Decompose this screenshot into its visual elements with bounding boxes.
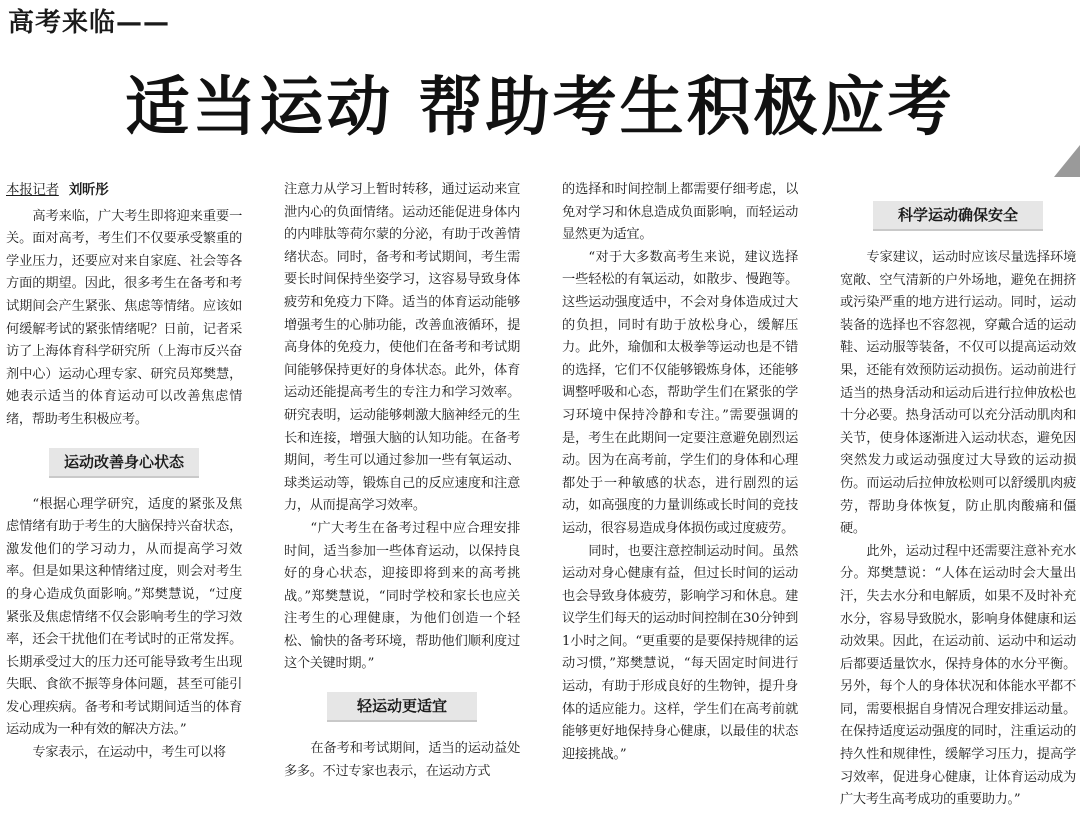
paragraph-expert-cont: 注意力从学习上暂时转移，通过运动来宣泄内心的负面情绪。运动还能促进身体内的内啡肽等荷尔蒙的分泌，有助于改善情绪状态。同时，备考和考试期间，考生需要长时间保持坐姿学习，这容易导致身体疲劳和免疫力下降。适当的体育运动能够增强考生的心肺功能，改善血液循环，提高身体的免疫力，使他们在备考和考试期间能够保持更好的身体状态。此外，体育运动还能提高考生的专注力和学习效率。研究表明，运动能够刺激大脑神经元的生长和连接，增强大脑的认知功能。在备考期间，考生可以通过参加一些有氧运动、球类运动等，锻炼自己的反应速度和注意力，从而提高学习效率。 xyxy=(284,182,520,514)
subheading-mind-body: 运动改善身心状态 xyxy=(49,448,199,478)
article-column-1 xyxy=(6,179,242,813)
article-column-2 xyxy=(284,179,520,813)
paragraph-psychology: “根据心理学研究，适度的紧张及焦虑情绪有助于考生的大脑保持兴奋状态，激发他们的学习动力，从而提高学习效率。但是如果这种情绪过度，则会对考生的身心造成负面影响。”郑樊慧说，“过度紧张及焦虑情绪不仅会影响考生的学习效率，还会干扰他们在考试时的正常发挥。长期承受过大的压力还可能导致考生出现失眠、食欲不振等身体问题，甚至可能引发心理疾病。备考和考试期间适当的体育运动成为一种有效的解决方法。” xyxy=(6,496,242,738)
paragraph-intro: 高考来临，广大考生即将迎来重要一关。面对高考，考生们不仅要承受繁重的学业压力，还要应对来自家庭、社会等各方面的期望。因此，很多考生在备考和考试期间会产生紧张、焦虑等情绪。应该如何缓解考试的紧张情绪呢？日前，记者采访了上海体育科学研究所（上海市反兴奋剂中心）运动心理专家、研究员郑樊慧，她表示适当的体育运动可以改善焦虑情绪，帮助考生积极应考。 xyxy=(6,208,242,427)
byline xyxy=(6,179,242,202)
paragraph-aerobic: “对于大多数高考生来说，建议选择一些轻松的有氧运动，如散步、慢跑等。这些运动强度适中，不会对身体造成过大的负担，同时有助于放松身心，缓解压力。此外，瑜伽和太极拳等运动也是不错的选择，它们不仅能够锻炼身体，还能够调整呼吸和心态，帮助学生们在紧张的学习环境中保持冷静和专注。”需要强调的是，考生在此期间一定要注意避免剧烈运动。因为在高考前，学生们的身体和心理都处于一种敏感的状态，进行剧烈的运动，如高强度的力量训练或长时间的竞技运动，很容易造成身体损伤或过度疲劳。 xyxy=(562,249,798,536)
paragraph-advice: “广大考生在备考过程中应合理安排时间，适当参加一些体育运动，以保持良好的身心状态，迎接即将到来的高考挑战。”郑樊慧说，“同时学校和家长也应关注考生的心理健康，为他们创造一个轻松、愉快的备考环境，帮助他们顺利度过这个关键时期。” xyxy=(284,520,520,672)
article-column-4 xyxy=(840,179,1076,813)
paragraph-light-cont: 的选择和时间控制上都需要仔细考虑，以免对学习和休息造成负面影响，而轻运动显然更为适宜。 xyxy=(562,182,798,243)
page-corner-decoration xyxy=(1054,145,1080,177)
article-headline: 适当运动 帮助考生积极应考 xyxy=(125,71,955,145)
subheading-safety: 科学运动确保安全 xyxy=(873,201,1043,231)
byline-author: 刘昕彤 xyxy=(68,182,109,198)
paragraph-time-control: 同时，也要注意控制运动时间。虽然运动对身心健康有益，但过长时间的运动也会导致身体疲劳，影响学习和休息。建议学生们每天的运动时间控制在30分钟到1小时之间。“更重要的是要保持规律的运动习惯，”郑樊慧说，“每天固定时间进行运动，有助于形成良好的生物钟，提升身体的适应能力。这样，学生们在高考前就能够更好地保持身心健康，以最佳的状态迎接挑战。” xyxy=(562,543,798,762)
paragraph-light-start: 在备考和考试期间，适当的运动益处多多。不过专家也表示，在运动方式 xyxy=(284,741,520,779)
article-column-3 xyxy=(562,179,798,813)
subheading-light-exercise: 轻运动更适宜 xyxy=(327,692,477,722)
paragraph-expert-start: 专家表示，在运动中，考生可以将 xyxy=(32,745,226,761)
paragraph-venue: 专家建议，运动时应该尽量选择环境宽敞、空气清新的户外场地，避免在拥挤或污染严重的地方进行运动。同时，运动装备的选择也不容忽视，穿戴合适的运动鞋、运动服等装备，不仅可以提高运动效果，还能有效预防运动损伤。运动前进行适当的热身活动和运动后进行拉伸放松也十分必要。热身活动可以充分活动肌肉和关节，使身体逐渐进入运动状态，避免因突然发力或运动强度过大导致的运动损伤。而运动后拉伸放松则可以舒缓肌肉疲劳，帮助身体恢复，防止肌肉酸痛和僵硬。 xyxy=(840,250,1076,537)
section-kicker: 高考来临—— xyxy=(8,8,171,38)
byline-label: 本报记者 xyxy=(6,182,59,198)
paragraph-hydration: 此外，运动过程中还需要注意补充水分。郑樊慧说：“人体在运动时会大量出汗，失去水分和电解质，如果不及时补充水分，容易导致脱水，影响身体健康和运动效果。因此，在运动前、运动中和运动后都要适量饮水，保持身体的水分平衡。另外，每个人的身体状况和体能水平都不同，需要根据自身情况合理安排运动量。在保持适度运动强度的同时，注重运动的持久性和规律性，缓解学习压力，提高学习效率，促进身心健康，让体育运动成为广大考生高考成功的重要助力。” xyxy=(840,543,1076,808)
